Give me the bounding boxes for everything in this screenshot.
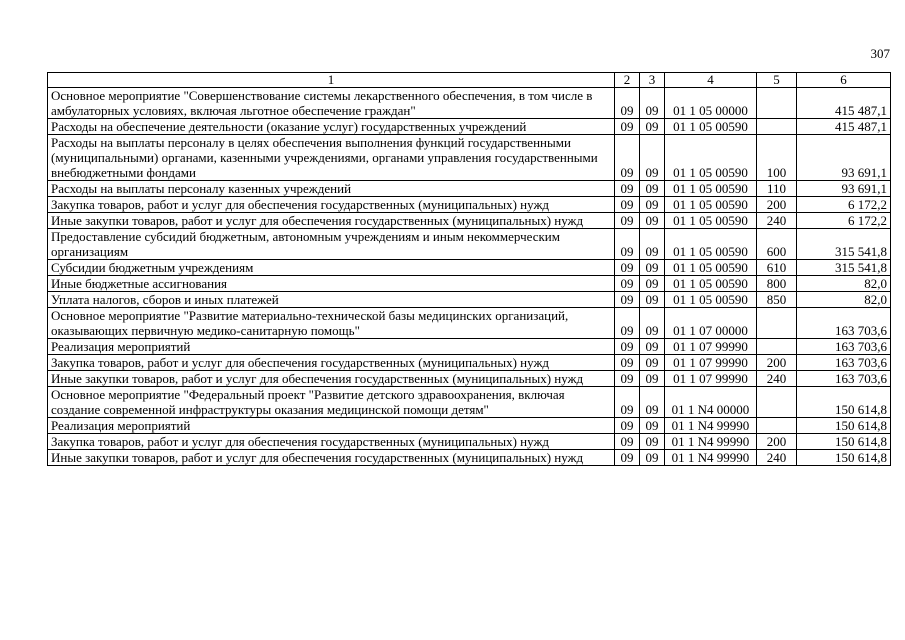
header-row <box>48 73 891 88</box>
row-section-cell: 09 <box>615 339 640 355</box>
row-section-cell: 09 <box>615 387 640 418</box>
header-cell-expense-type: 5 <box>757 73 797 88</box>
row-subsection-cell: 09 <box>640 339 665 355</box>
row-name-cell: Основное мероприятие "Федеральный проект "Развитие детского здравоохранения, включая создание современной инфраструктуры оказания медицинской помощи детям" <box>48 387 615 418</box>
row-section-cell: 09 <box>615 418 640 434</box>
row-target-article-cell: 01 1 07 99990 <box>665 339 757 355</box>
row-target-article-cell: 01 1 07 99990 <box>665 371 757 387</box>
header-cell-name: 1 <box>48 73 615 88</box>
row-subsection-cell: 09 <box>640 88 665 119</box>
row-target-article-cell: 01 1 05 00590 <box>665 181 757 197</box>
row-target-article-cell: 01 1 05 00590 <box>665 229 757 260</box>
row-name-cell: Предоставление субсидий бюджетным, автономным учреждениям и иным некоммерческим организациям <box>48 229 615 260</box>
row-expense-type-cell: 600 <box>757 229 797 260</box>
row-expense-type-cell: 800 <box>757 276 797 292</box>
row-subsection-cell: 09 <box>640 276 665 292</box>
header-cell-subsection: 3 <box>640 73 665 88</box>
row-amount-cell: 163 703,6 <box>797 355 891 371</box>
row-section-cell: 09 <box>615 119 640 135</box>
row-name-cell: Закупка товаров, работ и услуг для обеспечения государственных (муниципальных) нужд <box>48 434 615 450</box>
row-name-cell: Иные закупки товаров, работ и услуг для обеспечения государственных (муниципальных) нужд <box>48 213 615 229</box>
row-subsection-cell: 09 <box>640 135 665 181</box>
row-amount-cell: 150 614,8 <box>797 434 891 450</box>
table-row <box>48 387 891 418</box>
row-name-cell: Иные закупки товаров, работ и услуг для обеспечения государственных (муниципальных) нужд <box>48 371 615 387</box>
budget-table <box>47 72 891 466</box>
row-subsection-cell: 09 <box>640 260 665 276</box>
row-target-article-cell: 01 1 05 00590 <box>665 260 757 276</box>
table-row <box>48 181 891 197</box>
row-expense-type-cell: 100 <box>757 135 797 181</box>
row-amount-cell: 150 614,8 <box>797 450 891 466</box>
row-name-cell: Реализация мероприятий <box>48 339 615 355</box>
row-section-cell: 09 <box>615 308 640 339</box>
row-amount-cell: 163 703,6 <box>797 371 891 387</box>
row-name-cell: Реализация мероприятий <box>48 418 615 434</box>
row-expense-type-cell <box>757 119 797 135</box>
row-amount-cell: 415 487,1 <box>797 119 891 135</box>
row-expense-type-cell <box>757 387 797 418</box>
row-amount-cell: 82,0 <box>797 276 891 292</box>
row-target-article-cell: 01 1 05 00590 <box>665 119 757 135</box>
row-section-cell: 09 <box>615 355 640 371</box>
row-target-article-cell: 01 1 N4 99990 <box>665 418 757 434</box>
row-expense-type-cell: 240 <box>757 450 797 466</box>
row-name-cell: Иные закупки товаров, работ и услуг для обеспечения государственных (муниципальных) нужд <box>48 450 615 466</box>
row-target-article-cell: 01 1 07 99990 <box>665 355 757 371</box>
row-target-article-cell: 01 1 05 00590 <box>665 135 757 181</box>
row-subsection-cell: 09 <box>640 197 665 213</box>
row-target-article-cell: 01 1 N4 99990 <box>665 450 757 466</box>
table-row <box>48 355 891 371</box>
table-row <box>48 450 891 466</box>
table-row <box>48 135 891 181</box>
row-expense-type-cell: 200 <box>757 197 797 213</box>
row-section-cell: 09 <box>615 260 640 276</box>
row-target-article-cell: 01 1 N4 00000 <box>665 387 757 418</box>
row-target-article-cell: 01 1 05 00590 <box>665 213 757 229</box>
row-subsection-cell: 09 <box>640 371 665 387</box>
row-subsection-cell: 09 <box>640 434 665 450</box>
row-name-cell: Расходы на обеспечение деятельности (оказание услуг) государственных учреждений <box>48 119 615 135</box>
row-expense-type-cell: 610 <box>757 260 797 276</box>
row-expense-type-cell <box>757 88 797 119</box>
row-name-cell: Расходы на выплаты персоналу казенных учреждений <box>48 181 615 197</box>
row-amount-cell: 150 614,8 <box>797 418 891 434</box>
table-row <box>48 371 891 387</box>
row-name-cell: Основное мероприятие "Развитие материально-технической базы медицинских организаций, оказывающих первичную медико-санитарную помощь" <box>48 308 615 339</box>
row-amount-cell: 82,0 <box>797 292 891 308</box>
row-target-article-cell: 01 1 05 00590 <box>665 197 757 213</box>
table-row <box>48 418 891 434</box>
table-row <box>48 308 891 339</box>
row-section-cell: 09 <box>615 197 640 213</box>
row-name-cell: Субсидии бюджетным учреждениям <box>48 260 615 276</box>
row-amount-cell: 6 172,2 <box>797 213 891 229</box>
table-row <box>48 119 891 135</box>
row-name-cell: Основное мероприятие "Совершенствование системы лекарственного обеспечения, в том числе в амбулаторных условиях, включая льготное обеспечение граждан" <box>48 88 615 119</box>
page-number: 307 <box>870 46 890 61</box>
row-name-cell: Расходы на выплаты персоналу в целях обеспечения выполнения функций государственными (муниципальными) органами, казенными учреждениями, органами управления государственными внебюджетными фондами <box>48 135 615 181</box>
row-expense-type-cell: 850 <box>757 292 797 308</box>
table-row <box>48 229 891 260</box>
table-row <box>48 339 891 355</box>
row-name-cell: Уплата налогов, сборов и иных платежей <box>48 292 615 308</box>
row-amount-cell: 93 691,1 <box>797 135 891 181</box>
row-subsection-cell: 09 <box>640 229 665 260</box>
row-amount-cell: 150 614,8 <box>797 387 891 418</box>
header-cell-section: 2 <box>615 73 640 88</box>
row-section-cell: 09 <box>615 135 640 181</box>
header-cell-target-article: 4 <box>665 73 757 88</box>
row-subsection-cell: 09 <box>640 213 665 229</box>
row-name-cell: Закупка товаров, работ и услуг для обеспечения государственных (муниципальных) нужд <box>48 355 615 371</box>
row-expense-type-cell <box>757 339 797 355</box>
row-subsection-cell: 09 <box>640 292 665 308</box>
row-section-cell: 09 <box>615 434 640 450</box>
row-section-cell: 09 <box>615 450 640 466</box>
row-target-article-cell: 01 1 05 00590 <box>665 292 757 308</box>
row-subsection-cell: 09 <box>640 450 665 466</box>
row-section-cell: 09 <box>615 229 640 260</box>
row-section-cell: 09 <box>615 213 640 229</box>
table-row <box>48 260 891 276</box>
table-row <box>48 276 891 292</box>
row-subsection-cell: 09 <box>640 355 665 371</box>
row-target-article-cell: 01 1 05 00590 <box>665 276 757 292</box>
row-subsection-cell: 09 <box>640 308 665 339</box>
row-expense-type-cell: 200 <box>757 355 797 371</box>
row-expense-type-cell: 200 <box>757 434 797 450</box>
row-target-article-cell: 01 1 07 00000 <box>665 308 757 339</box>
row-section-cell: 09 <box>615 88 640 119</box>
row-section-cell: 09 <box>615 276 640 292</box>
budget-table-body <box>48 73 891 466</box>
row-amount-cell: 163 703,6 <box>797 339 891 355</box>
table-row <box>48 434 891 450</box>
row-section-cell: 09 <box>615 181 640 197</box>
row-expense-type-cell <box>757 418 797 434</box>
row-target-article-cell: 01 1 N4 99990 <box>665 434 757 450</box>
row-expense-type-cell: 240 <box>757 213 797 229</box>
table-row <box>48 88 891 119</box>
row-target-article-cell: 01 1 05 00000 <box>665 88 757 119</box>
row-expense-type-cell: 110 <box>757 181 797 197</box>
row-amount-cell: 315 541,8 <box>797 229 891 260</box>
row-name-cell: Иные бюджетные ассигнования <box>48 276 615 292</box>
table-row <box>48 292 891 308</box>
header-cell-amount: 6 <box>797 73 891 88</box>
row-amount-cell: 6 172,2 <box>797 197 891 213</box>
row-expense-type-cell: 240 <box>757 371 797 387</box>
row-section-cell: 09 <box>615 292 640 308</box>
row-subsection-cell: 09 <box>640 119 665 135</box>
row-amount-cell: 163 703,6 <box>797 308 891 339</box>
row-subsection-cell: 09 <box>640 418 665 434</box>
row-name-cell: Закупка товаров, работ и услуг для обеспечения государственных (муниципальных) нужд <box>48 197 615 213</box>
row-amount-cell: 315 541,8 <box>797 260 891 276</box>
row-amount-cell: 415 487,1 <box>797 88 891 119</box>
row-expense-type-cell <box>757 308 797 339</box>
row-section-cell: 09 <box>615 371 640 387</box>
row-amount-cell: 93 691,1 <box>797 181 891 197</box>
table-row <box>48 213 891 229</box>
row-subsection-cell: 09 <box>640 387 665 418</box>
table-row <box>48 197 891 213</box>
row-subsection-cell: 09 <box>640 181 665 197</box>
